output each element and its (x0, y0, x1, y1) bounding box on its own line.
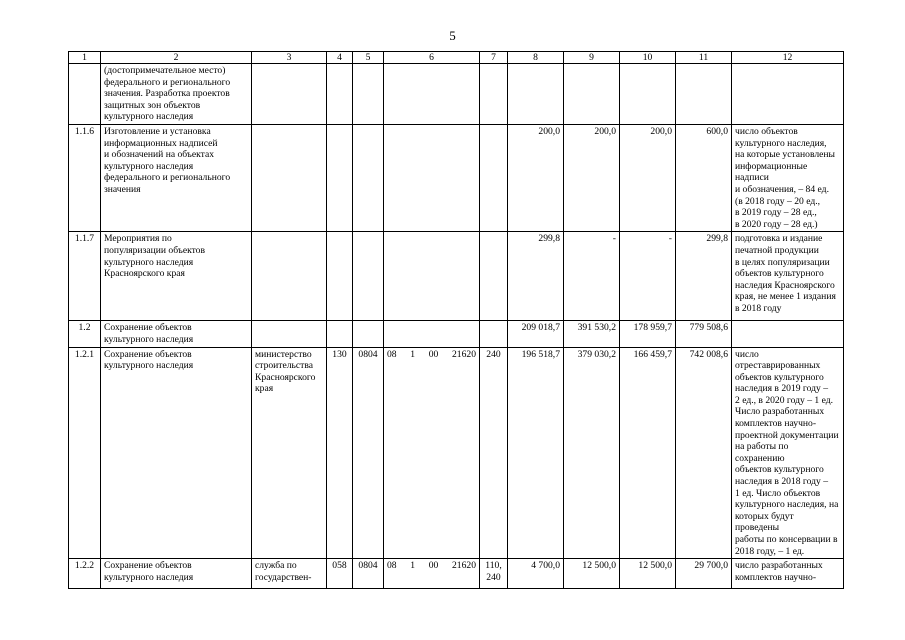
row-number-cell: 1.2.2 (69, 559, 101, 589)
column-header: 4 (327, 52, 353, 64)
target-article-code-cell (384, 321, 480, 347)
amount-2019-cell: 391 530,2 (564, 321, 620, 347)
grbs-code-cell: 058 (327, 559, 353, 589)
table-row (69, 64, 844, 125)
amount-total-cell: 600,0 (676, 124, 732, 231)
code-part: 1 (410, 560, 416, 572)
section-code-cell: 0804 (353, 347, 384, 559)
amount-2020-cell: 178 959,7 (620, 321, 676, 347)
table-header-row (69, 52, 844, 64)
expense-type-cell: 110, 240 (480, 559, 508, 589)
row-number-cell: 1.2 (69, 321, 101, 347)
activity-name-cell: Изготовление и установка информационных надписей и обозначений на объектах культурного наследия федерального и регионального значения (101, 124, 252, 231)
page-number: 5 (449, 28, 456, 43)
code-part: 00 (428, 348, 439, 360)
executor-cell (252, 124, 327, 231)
column-header: 9 (564, 52, 620, 64)
executor-cell: министерство строительства Красноярского края (252, 347, 327, 559)
column-header: 7 (480, 52, 508, 64)
executor-cell (252, 321, 327, 347)
amount-2019-cell: 379 030,2 (564, 347, 620, 559)
table-row (69, 232, 844, 321)
column-header: 12 (732, 52, 844, 64)
amount-2020-cell: - (620, 232, 676, 321)
column-header: 8 (508, 52, 564, 64)
row-number-cell: 1.1.7 (69, 232, 101, 321)
column-header: 5 (353, 52, 384, 64)
section-code-cell (353, 124, 384, 231)
section-code-cell (353, 232, 384, 321)
grbs-code-cell (327, 232, 353, 321)
executor-cell: служба по государствен- (252, 559, 327, 589)
table-row (69, 559, 844, 589)
grbs-code-cell (327, 124, 353, 231)
amount-2020-cell: 166 459,7 (620, 347, 676, 559)
amount-2018-cell: 196 518,7 (508, 347, 564, 559)
amount-total-cell: 299,8 (676, 232, 732, 321)
table-row (69, 321, 844, 347)
amount-2018-cell: 200,0 (508, 124, 564, 231)
expense-type-cell (480, 124, 508, 231)
target-article-code-cell (384, 347, 480, 559)
column-header: 6 (384, 52, 480, 64)
activity-name-cell: Сохранение объектов культурного наследия (101, 321, 252, 347)
amount-2018-cell: 4 700,0 (508, 559, 564, 589)
amount-2018-cell: 209 018,7 (508, 321, 564, 347)
amount-total-cell: 742 008,6 (676, 347, 732, 559)
code-part: 1 (410, 348, 416, 360)
expected-result-cell: число разработанных комплектов научно- (732, 559, 844, 589)
program-activities-table (68, 51, 844, 589)
code-part: 00 (428, 560, 439, 572)
amount-2019-cell (564, 64, 620, 125)
target-article-code-cell (384, 232, 480, 321)
amount-2020-cell: 200,0 (620, 124, 676, 231)
executor-cell (252, 232, 327, 321)
column-header: 11 (676, 52, 732, 64)
expected-result-cell: число объектов культурного наследия, на которые установлены информационные надписи и обозначения, – 84 ед. (в 2018 году – 20 ед., в 2019 году – 28 ед., в 2020 году – 28 ед.) (732, 124, 844, 231)
column-header: 1 (69, 52, 101, 64)
amount-total-cell (676, 64, 732, 125)
expected-result-cell: подготовка и издание печатной продукции в целях популяризации объектов культурного наследия Красноярского края, не менее 1 издания в 2018 году (732, 232, 844, 321)
expense-type-cell: 240 (480, 347, 508, 559)
section-code-cell (353, 64, 384, 125)
section-code-cell (353, 321, 384, 347)
code-part: 21620 (452, 348, 476, 360)
table-row (69, 347, 844, 559)
grbs-code-cell: 130 (327, 347, 353, 559)
column-header: 10 (620, 52, 676, 64)
activity-name-cell: Мероприятия по популяризации объектов культурного наследия Красноярского края (101, 232, 252, 321)
expense-type-cell (480, 64, 508, 125)
amount-2019-cell: 12 500,0 (564, 559, 620, 589)
section-code-cell: 0804 (353, 559, 384, 589)
expected-result-cell (732, 64, 844, 125)
amount-2018-cell (508, 64, 564, 125)
executor-cell (252, 64, 327, 125)
table-row (69, 124, 844, 231)
expected-result-cell (732, 321, 844, 347)
amount-2019-cell: 200,0 (564, 124, 620, 231)
target-article-code-cell (384, 64, 480, 125)
target-article-code-cell (384, 559, 480, 589)
amount-total-cell: 29 700,0 (676, 559, 732, 589)
code-part: 21620 (452, 560, 476, 572)
amount-2020-cell: 12 500,0 (620, 559, 676, 589)
expense-type-cell (480, 232, 508, 321)
row-number-cell: 1.2.1 (69, 347, 101, 559)
amount-total-cell: 779 508,6 (676, 321, 732, 347)
code-part: 08 (387, 560, 397, 572)
grbs-code-cell (327, 321, 353, 347)
column-header: 2 (101, 52, 252, 64)
grbs-code-cell (327, 64, 353, 125)
row-number-cell: 1.1.6 (69, 124, 101, 231)
amount-2020-cell (620, 64, 676, 125)
activity-name-cell: Сохранение объектов культурного наследия (101, 347, 252, 559)
amount-2018-cell: 299,8 (508, 232, 564, 321)
expense-type-cell (480, 321, 508, 347)
amount-2019-cell: - (564, 232, 620, 321)
code-part: 08 (387, 348, 397, 360)
row-number-cell (69, 64, 101, 125)
activity-name-cell: Сохранение объектов культурного наследия (101, 559, 252, 589)
column-header: 3 (252, 52, 327, 64)
activity-name-cell: (достопримечательное место) федерального и регионального значения. Разработка проектов защитных зон объектов культурного наследия (101, 64, 252, 125)
expected-result-cell: число отреставрированных объектов культурного наследия в 2019 году – 2 ед., в 2020 году – 1 ед. Число разработанных комплектов научно- проектной документации на работы по сохранению объектов культурного наследия в 2018 году – 1 ед. Число объектов культурного наследия, на которых будут проведены работы по консервации в 2018 году, – 1 ед. (732, 347, 844, 559)
target-article-code-cell (384, 124, 480, 231)
